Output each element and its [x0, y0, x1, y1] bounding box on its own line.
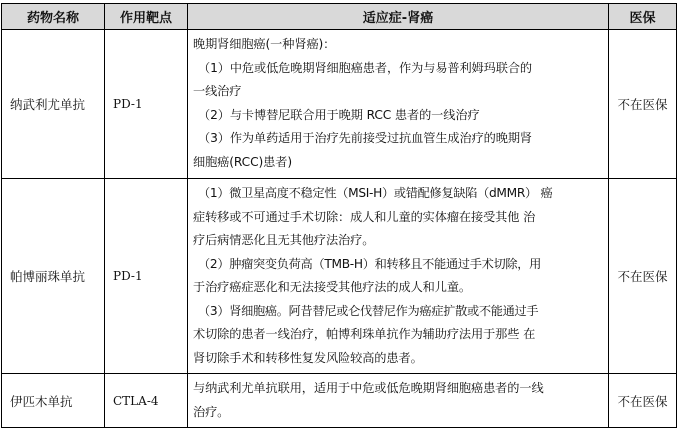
header-indication: 适应症-肾癌	[188, 4, 609, 30]
indication-line: （3）作为单药适用于治疗先前接受过抗血管生成治疗的晚期肾	[198, 131, 533, 145]
indication-line: （1）中危或低危晚期肾细胞癌患者，作为与易普利姆玛联合的	[198, 60, 533, 75]
indication-line: （1）微卫星高度不稳定性（MSI-H）或错配修复缺陷（dMMR） 癌	[198, 186, 553, 200]
table-row	[2, 374, 677, 428]
table-row	[2, 179, 677, 374]
indication-line: （2）肿瘤突变负荷高（TMB-H）和转移且不能通过手术切除，用	[198, 256, 542, 271]
indication-cell	[188, 179, 609, 374]
indication-line: 术切除的患者一线治疗，帕博利珠单抗作为辅助疗法用于那些 在	[193, 327, 536, 341]
insurance-status: 不在医保	[609, 30, 677, 179]
indication-line: （2）与卡博替尼联合用于晚期 RCC 患者的一线治疗	[198, 107, 480, 122]
header-target: 作用靶点	[105, 4, 188, 30]
drug-target: PD-1	[105, 179, 188, 374]
indication-line: 治疗。	[193, 404, 230, 419]
indication-line: 晚期肾细胞癌(一种肾癌)：	[193, 37, 336, 51]
drug-name: 帕博丽珠单抗	[2, 179, 105, 374]
indication-line: （3）肾细胞癌。阿昔替尼或仑伐替尼作为癌症扩散或不能通过手	[198, 303, 539, 318]
header-drug-name: 药物名称	[2, 4, 105, 30]
header-insurance: 医保	[609, 4, 677, 30]
indication-line: 疗后病情恶化且无其他疗法治疗。	[193, 233, 375, 247]
header-row	[2, 4, 677, 30]
table-row	[2, 30, 677, 179]
insurance-status: 不在医保	[609, 179, 677, 374]
drug-target: PD-1	[105, 30, 188, 179]
indication-cell	[188, 30, 609, 179]
indication-line: 与纳武利尤单抗联用，适用于中危或低危晚期肾细胞癌患者的一线	[193, 381, 544, 395]
indication-line: 一线治疗	[193, 84, 242, 98]
indication-line: 肾切除手术和转移性复发风险较高的患者。	[193, 350, 423, 365]
indication-line: 症转移或不可通过手术切除：成人和儿童的实体瘤在接受其他 治	[193, 209, 536, 224]
insurance-status: 不在医保	[609, 374, 677, 428]
indication-cell	[188, 374, 609, 428]
drug-name: 伊匹木单抗	[2, 374, 105, 428]
indication-line: 于治疗癌症恶化和无法接受其他疗法的成人和儿童。	[193, 280, 472, 294]
drug-target: CTLA-4	[105, 374, 188, 428]
drug-name: 纳武利尤单抗	[2, 30, 105, 179]
indication-line: 细胞癌(RCC)患者)	[193, 154, 292, 169]
drug-table	[1, 3, 677, 428]
